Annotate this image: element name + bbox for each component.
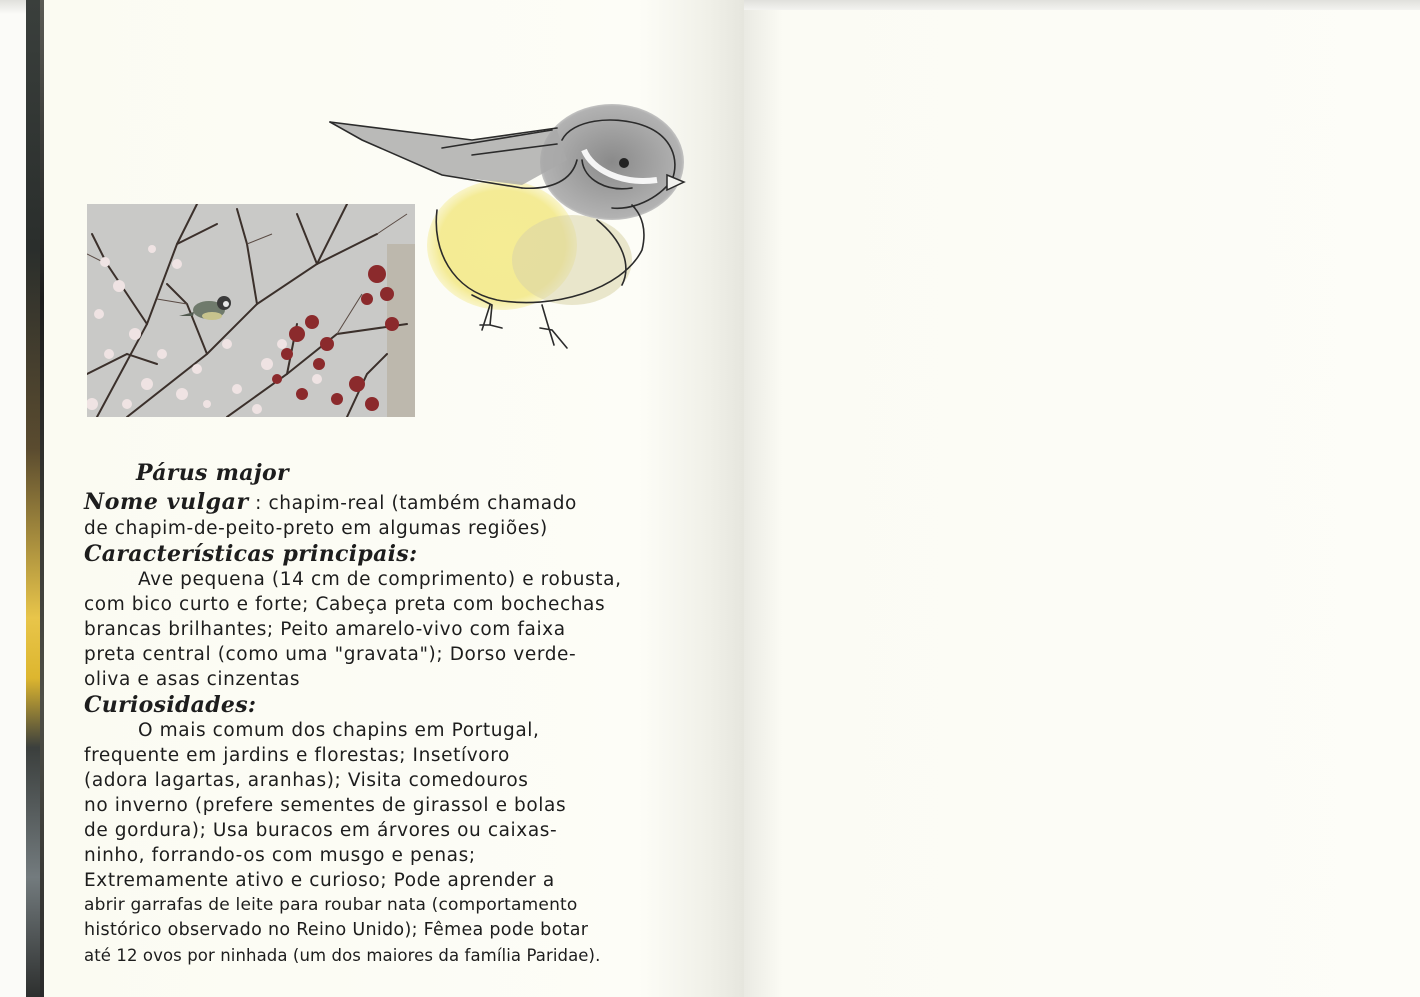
characteristics-line: Ave pequena (14 cm de comprimento) e robusta, xyxy=(138,569,622,590)
common-name-line: chapim-real (também chamado xyxy=(268,493,577,514)
curiosities-line: Extremamente ativo e curioso; Pode aprender a xyxy=(84,870,555,891)
curiosities-heading: Curiosidades: xyxy=(84,692,257,718)
curiosities-line: histórico observado no Reino Unido); Fêmea pode botar xyxy=(84,920,589,940)
curiosities-line: (adora lagartas, aranhas); Visita comedouros xyxy=(84,770,529,791)
curiosities-line: abrir garrafas de leite para roubar nata (comportamento xyxy=(84,895,578,915)
curiosities-line: no inverno (prefere sementes de girassol e bolas xyxy=(84,795,567,816)
characteristics-line: oliva e asas cinzentas xyxy=(84,669,301,690)
common-name-row xyxy=(84,490,724,516)
curiosities-line: O mais comum dos chapins em Portugal, xyxy=(138,720,540,741)
characteristics-line: brancas brilhantes; Peito amarelo-vivo com faixa xyxy=(84,619,566,640)
field-notes xyxy=(84,460,724,968)
common-name-line: de chapim-de-peito-preto em algumas regiões) xyxy=(84,518,548,539)
common-name-heading: Nome vulgar xyxy=(84,489,249,515)
curiosities-line: de gordura); Usa buracos em árvores ou caixas- xyxy=(84,820,558,841)
characteristics-heading: Características principais: xyxy=(84,541,418,567)
curiosities-line: frequente em jardins e florestas; Insetívoro xyxy=(84,745,510,766)
curiosities-line: até 12 ovos por ninhada (um dos maiores da família Paridae). xyxy=(84,946,601,965)
common-name-separator: : xyxy=(255,493,263,514)
characteristics-line: preta central (como uma "gravata"); Dorso verde- xyxy=(84,644,577,665)
characteristics-line: com bico curto e forte; Cabeça preta com bochechas xyxy=(84,594,606,615)
right-page xyxy=(742,10,1420,997)
species-name: Párus major xyxy=(136,460,289,486)
bird-drawing xyxy=(322,100,692,355)
curiosities-line: ninho, forrando-os com musgo e penas; xyxy=(84,845,476,866)
bird-drawing-image xyxy=(322,100,692,355)
